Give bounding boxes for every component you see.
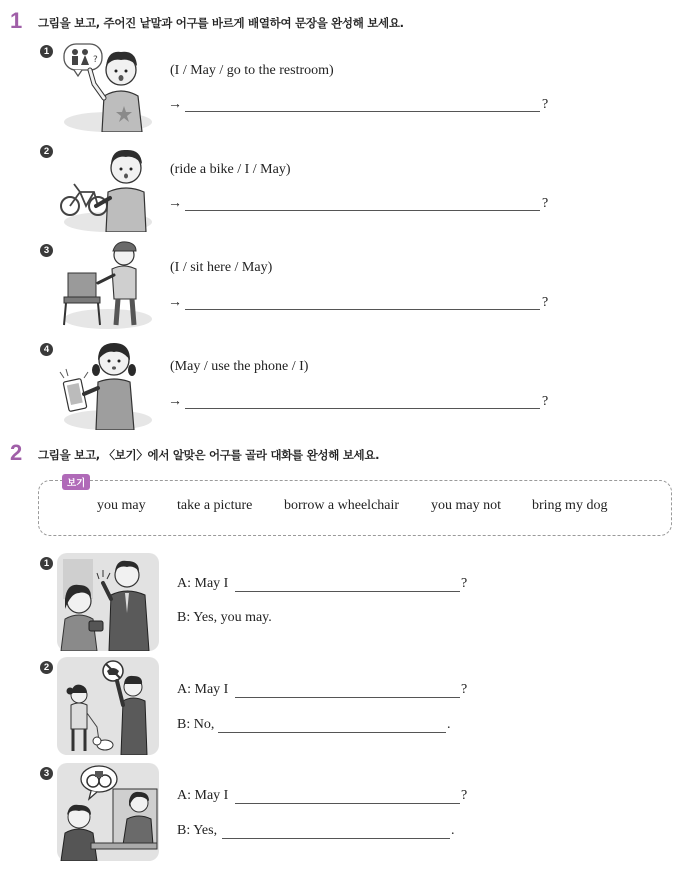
word-bank-option: you may not bbox=[431, 498, 501, 513]
item-number-badge: 4 bbox=[40, 343, 53, 356]
word-bank-option: borrow a wheelchair bbox=[284, 498, 400, 513]
answer-line[interactable] bbox=[235, 803, 460, 804]
answer-line[interactable] bbox=[185, 309, 540, 310]
answer-end-mark: ? bbox=[461, 682, 468, 697]
answer-end-mark: ? bbox=[542, 196, 549, 211]
answer-line[interactable] bbox=[185, 111, 540, 112]
illustration-boy-restroom bbox=[58, 40, 158, 132]
answer-end-mark: ? bbox=[542, 97, 549, 112]
illustration-no-dogs bbox=[57, 657, 159, 755]
dialogue-a-text: A: May I bbox=[177, 788, 229, 803]
answer-end-mark: ? bbox=[461, 576, 468, 591]
answer-end-mark: ? bbox=[542, 394, 549, 409]
dialogue-b-text: B: No, bbox=[177, 717, 215, 732]
item-number-badge: 2 bbox=[40, 661, 53, 674]
illustration-camera-request bbox=[57, 553, 159, 651]
section-1-title: 그림을 보고, 주어진 낱말과 어구를 바르게 배열하여 문장을 완성해 보세요. bbox=[38, 16, 404, 30]
item-number-badge: 3 bbox=[40, 767, 53, 780]
item-number-badge: 1 bbox=[40, 557, 53, 570]
section-2-title: 그림을 보고, 〈보기〉에서 알맞은 어구를 골라 대화를 완성해 보세요. bbox=[38, 448, 380, 462]
answer-line[interactable] bbox=[185, 210, 540, 211]
answer-arrow: → bbox=[168, 196, 182, 211]
dialogue-b-text: B: Yes, you may. bbox=[177, 610, 272, 625]
item-number-badge: 2 bbox=[40, 145, 53, 158]
answer-arrow: → bbox=[168, 394, 182, 409]
item-prompt: (I / sit here / May) bbox=[170, 260, 273, 275]
answer-end-mark: . bbox=[451, 823, 455, 838]
answer-end-mark: ? bbox=[461, 788, 468, 803]
dialogue-a-text: A: May I bbox=[177, 576, 229, 591]
word-bank-option: bring my dog bbox=[532, 498, 608, 513]
answer-line[interactable] bbox=[218, 732, 446, 733]
item-prompt: (ride a bike / I / May) bbox=[170, 162, 291, 177]
answer-line[interactable] bbox=[222, 838, 450, 839]
item-prompt: (I / May / go to the restroom) bbox=[170, 63, 334, 78]
word-bank-option: take a picture bbox=[177, 498, 253, 513]
item-prompt: (May / use the phone / I) bbox=[170, 359, 309, 374]
section-1-number: 1 bbox=[10, 8, 23, 33]
answer-arrow: → bbox=[168, 97, 182, 112]
svg-text:?: ? bbox=[93, 55, 98, 65]
answer-line[interactable] bbox=[185, 408, 540, 409]
dialogue-b-text: B: Yes, bbox=[177, 823, 218, 838]
answer-end-mark: . bbox=[447, 717, 451, 732]
answer-arrow: → bbox=[168, 295, 182, 310]
item-number-badge: 1 bbox=[40, 45, 53, 58]
illustration-boy-bike bbox=[58, 140, 158, 232]
answer-line[interactable] bbox=[235, 591, 460, 592]
word-bank-option: you may bbox=[97, 498, 146, 513]
word-bank-label: 보기 bbox=[62, 474, 90, 490]
answer-end-mark: ? bbox=[542, 295, 549, 310]
dialogue-a-text: A: May I bbox=[177, 682, 229, 697]
illustration-girl-phone bbox=[58, 338, 158, 430]
section-2-number: 2 bbox=[10, 440, 23, 465]
answer-line[interactable] bbox=[235, 697, 460, 698]
illustration-boy-chair bbox=[58, 239, 158, 331]
illustration-wheelchair-request bbox=[57, 763, 159, 861]
item-number-badge: 3 bbox=[40, 244, 53, 257]
